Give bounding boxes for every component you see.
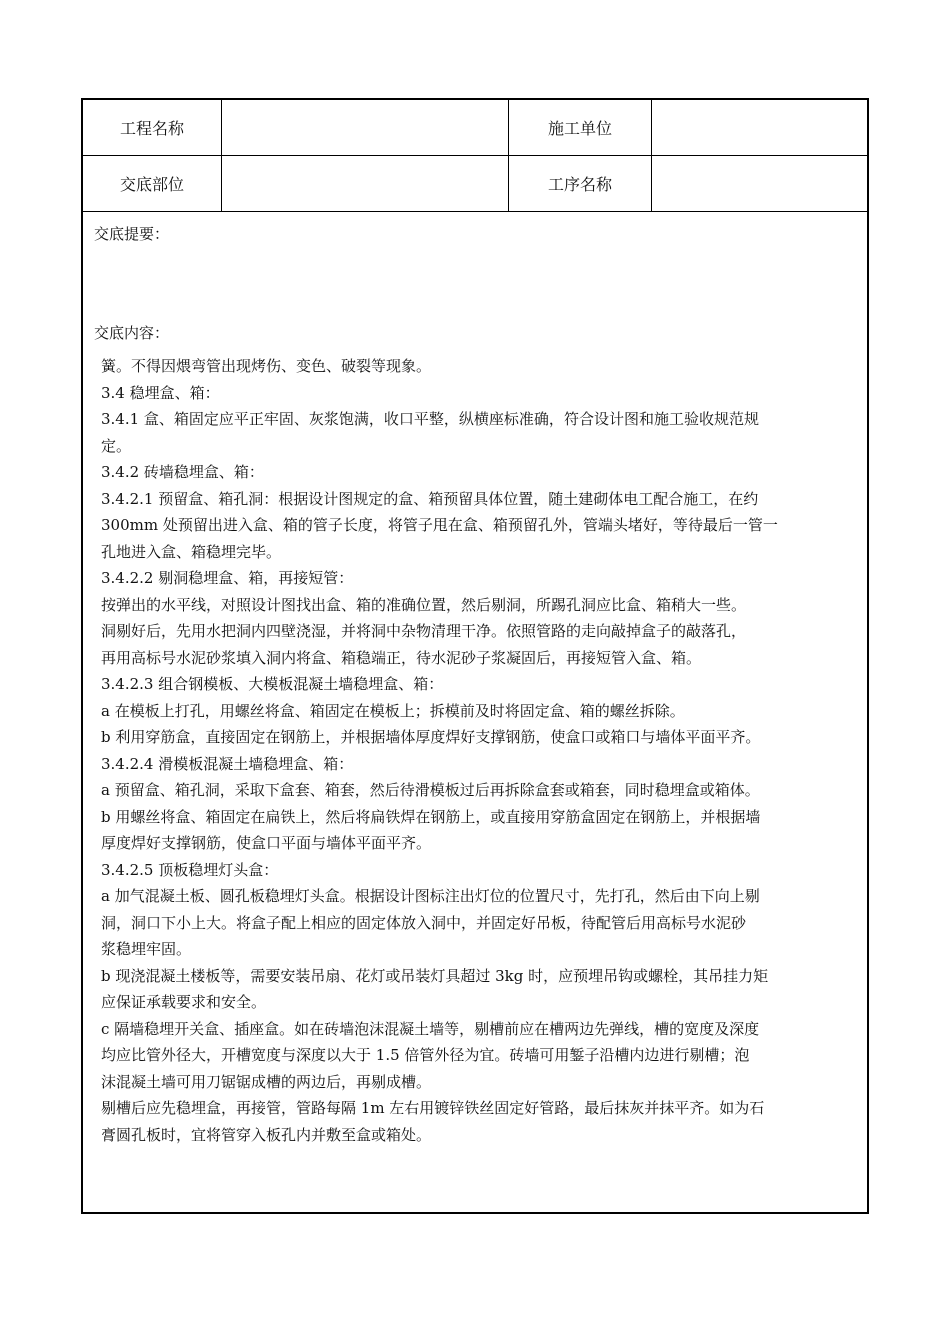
content-line: 洞，洞口下小上大。将盒子配上相应的固定体放入洞中，并固定好吊板，待配管后用高标号水泥砂 [101,913,747,932]
content-line: 厚度焊好支撑钢筋，使盒口平面与墙体平面平齐。 [101,834,432,852]
content-line: 3.4.2.4 滑模板混凝土墙稳埋盒、箱： [101,754,354,773]
content-line: 洞剔好后，先用水把洞内四壁浇湿，并将洞中杂物清理干净。依照管路的走向敲掉盒子的敲落孔， [101,622,747,640]
project-name-value[interactable] [222,100,509,155]
content-line: 300mm 处预留出进入盒、箱的管子长度，将管子甩在盒、箱预留孔外，管端头堵好，等待最后一管一 [101,516,778,534]
content-line: 膏圆孔板时，宜将管穿入板孔内并敷至盒或箱处。 [101,1125,432,1144]
content-line: 应保证承载要求和安全。 [101,993,267,1011]
content-line: 3.4.2.2 剔洞稳埋盒、箱，再接短管： [101,569,354,587]
content-line: 浆稳埋牢固。 [101,940,192,958]
content-line: 均应比管外径大，开槽宽度与深度以大于 1.5 倍管外径为宜。砖墙可用錾子沿槽内边进行剔槽；泡 [101,1046,750,1064]
content-line: b 利用穿筋盒，直接固定在钢筋上，并根据墙体厚度焊好支撑钢筋，使盒口或箱口与墙体平面平齐。 [101,728,761,746]
content-line: 3.4.2.5 顶板稳埋灯头盒： [101,860,279,879]
content-line: 3.4.2 砖墙稳埋盒、箱： [101,463,264,481]
content-line: 按弹出的水平线，对照设计图找出盒、箱的准确位置，然后剔洞，所踢孔洞应比盒、箱稍大一些。 [101,595,747,614]
summary-label: 交底提要： [94,225,170,243]
content-line: b 现浇混凝土楼板等，需要安装吊扇、花灯或吊装灯具超过 3kg 时，应预埋吊钩或螺栓，其吊挂力矩 [101,966,769,985]
content-line: c 隔墙稳埋开关盒、插座盒。如在砖墙泡沫混凝土墙等，剔槽前应在槽两边先弹线，槽的宽度及深度 [101,1019,760,1038]
content-line: 剔槽后应先稳埋盒，再接管，管路每隔 1m 左右用镀锌铁丝固定好管路，最后抹灰并抹平齐。如为石 [101,1099,765,1117]
header-row-2 [83,156,867,212]
disclosure-part-value[interactable] [222,156,509,211]
content-body [101,353,863,1148]
disclosure-part-label: 交底部位 [83,156,222,211]
content-label: 交底内容： [94,324,170,342]
construction-unit-label: 施工单位 [509,100,652,155]
content-line: a 加气混凝土板、圆孔板稳埋灯头盒。根据设计图标注出灯位的位置尺寸，先打孔，然后由下向上剔 [101,887,760,905]
disclosure-form [81,98,869,1214]
content-line: a 在模板上打孔，用螺丝将盒、箱固定在模板上；拆模前及时将固定盒、箱的螺丝拆除。 [101,701,685,720]
content-line: a 预留盒、箱孔洞，采取下盒套、箱套，然后待滑模板过后再拆除盒套或箱套，同时稳埋盒或箱体。 [101,781,760,799]
content-line: 3.4 稳埋盒、箱： [101,383,220,402]
content-line: 3.4.2.3 组合钢模板、大模板混凝土墙稳埋盒、箱： [101,675,444,693]
content-line: 3.4.1 盒、箱固定应平正牢固、灰浆饱满，收口平整，纵横座标准确，符合设计图和施工验收规范规 [101,410,759,428]
content-line: b 用螺丝将盒、箱固定在扁铁上，然后将扁铁焊在钢筋上，或直接用穿筋盒固定在钢筋上，并根据墙 [101,807,761,826]
process-name-value[interactable] [652,156,867,211]
header-row-1 [83,100,867,156]
process-name-label: 工序名称 [509,156,652,211]
construction-unit-value[interactable] [652,100,867,155]
content-line: 沫混凝土墙可用刀锯锯成槽的两边后，再剔成槽。 [101,1072,432,1091]
content-line: 簧。不得因煨弯管出现烤伤、变色、破裂等现象。 [101,357,432,375]
content-line: 3.4.2.1 预留盒、箱孔洞：根据设计图规定的盒、箱预留具体位置，随土建砌体电工配合施工，在约 [101,489,759,508]
content-line: 定。 [101,436,132,455]
project-name-label: 工程名称 [83,100,222,155]
content-line: 再用高标号水泥砂浆填入洞内将盒、箱稳端正，待水泥砂子浆凝固后，再接短管入盒、箱。 [101,648,702,667]
content-line: 孔地进入盒、箱稳埋完毕。 [101,542,282,561]
